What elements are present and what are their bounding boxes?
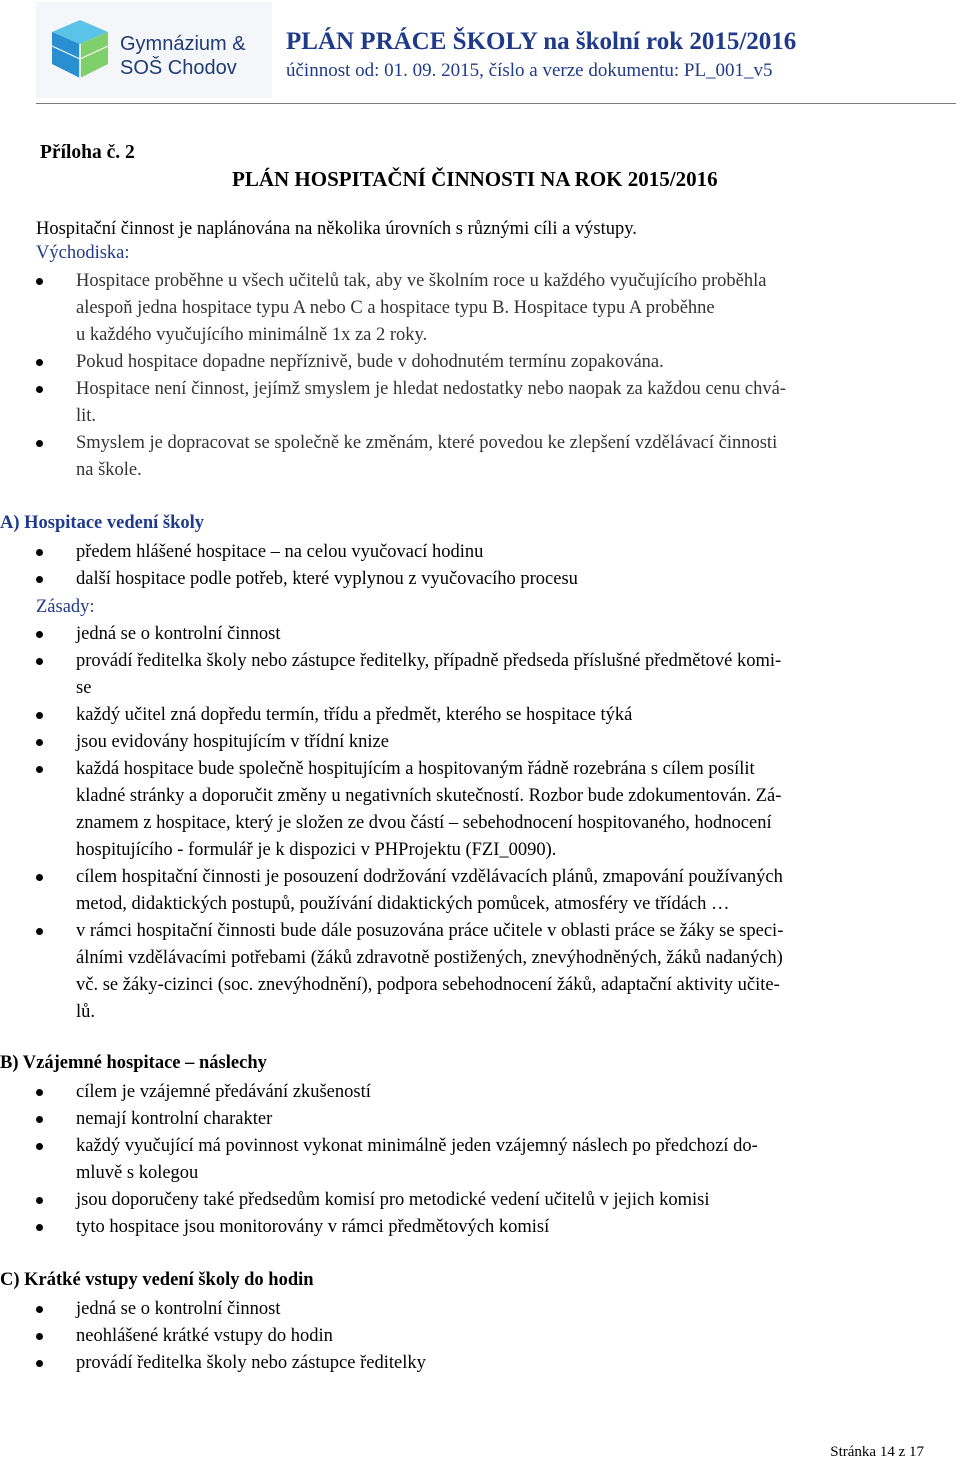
vychodiska-list — [36, 268, 956, 484]
list-item — [36, 539, 956, 566]
list-item-line: jsou doporučeny také předsedům komisí pro metodické vedení učitelů v jejich komisi — [76, 1190, 710, 1210]
list-item-line: alespoň jedna hospitace typu A nebo C a hospitace typu B. Hospitace typu A proběhne — [76, 298, 715, 318]
section-c-heading: C) Krátké vstupy vedení školy do hodin — [0, 1270, 314, 1290]
list-item-line: tyto hospitace jsou monitorovány v rámci předmětových komisí — [76, 1217, 550, 1237]
list-item-line: neohlášené krátké vstupy do hodin — [76, 1326, 333, 1346]
list-item-line: jsou evidovány hospitujícím v třídní knize — [76, 732, 389, 752]
list-item-line: jedná se o kontrolní činnost — [76, 624, 281, 644]
list-item-line: na škole. — [76, 460, 142, 480]
header-divider — [36, 103, 956, 104]
list-item — [36, 566, 956, 593]
list-item-line: každý vyučující má povinnost vykonat minimálně jeden vzájemný náslech po předchozí do- — [76, 1136, 758, 1156]
list-item-line: metod, didaktických postupů, používání didaktických pomůcek, atmosféry ve třídách … — [76, 894, 730, 914]
list-item — [36, 1296, 956, 1323]
list-item-line: provádí ředitelka školy nebo zástupce ředitelky, případně předseda příslušné předmětové komi- — [76, 651, 782, 671]
list-item — [36, 621, 956, 648]
list-item-line: v rámci hospitační činnosti bude dále posuzována práce učitele v oblasti práce se žáky se speci- — [76, 921, 784, 941]
list-item-line: lit. — [76, 406, 97, 426]
list-item — [36, 1323, 956, 1350]
document-title: PLÁN HOSPITAČNÍ ČINNOSTI NA ROK 2015/2016 — [232, 167, 718, 191]
vychodiska-heading: Východiska: — [36, 243, 130, 263]
list-item-line: cílem hospitační činnosti je posouzení dodržování vzdělávacích plánů, zmapování používaných — [76, 867, 783, 887]
list-item — [36, 1350, 956, 1377]
list-item — [36, 864, 956, 918]
list-item-line: u každého vyučujícího minimálně 1x za 2 roky. — [76, 325, 428, 345]
section-c-list — [36, 1296, 956, 1377]
list-item-line: každá hospitace bude společně hospitujícím a hospitovaným řádně rozebrána s cílem posílit — [76, 759, 755, 779]
list-item-line: mluvě s kolegou — [76, 1163, 199, 1183]
list-item-line: jedná se o kontrolní činnost — [76, 1299, 281, 1319]
list-item — [36, 702, 956, 729]
section-a-heading-text: A) Hospitace vedení školy — [0, 513, 205, 533]
list-item-line: další hospitace podle potřeb, které vyplynou z vyučovacího procesu — [76, 569, 578, 589]
list-item — [36, 1133, 956, 1187]
list-item-line: znamem z hospitace, který je složen ze dvou částí – sebehodnocení hospitovaného, hodnocení — [76, 813, 772, 833]
list-item-line: vč. se žáky-cizinci (soc. znevýhodnění), podpora sebehodnocení žáků, adaptační aktivity učite- — [76, 975, 780, 995]
list-item-line: hospitujícího - formulář je k dispozici v PHProjektu (FZI_0090). — [76, 840, 557, 860]
list-item — [36, 376, 956, 430]
list-item-line: cílem je vzájemné předávání zkušeností — [76, 1082, 371, 1102]
list-item-line: lů. — [76, 1002, 96, 1022]
section-b-list — [36, 1079, 956, 1241]
list-item — [36, 1214, 956, 1241]
list-item-line: provádí ředitelka školy nebo zástupce ředitelky — [76, 1353, 426, 1373]
list-item — [36, 756, 956, 864]
list-item — [36, 1187, 956, 1214]
list-item — [36, 349, 956, 376]
list-item-line: Pokud hospitace dopadne nepříznivě, bude v dohodnutém termínu zopakována. — [76, 352, 664, 372]
logo-line2: SOŠ Chodov — [120, 57, 237, 79]
zasady-list — [36, 621, 956, 1026]
list-item-line: Hospitace proběhne u všech učitelů tak, aby ve školním roce u každého vyučujícího proběhla — [76, 271, 767, 291]
zasady-heading: Zásady: — [36, 597, 95, 617]
header-title: PLÁN PRÁCE ŠKOLY na školní rok 2015/2016 — [286, 28, 797, 55]
school-logo — [36, 2, 272, 98]
list-item — [36, 648, 956, 702]
list-item — [36, 918, 956, 1026]
section-a-heading — [0, 513, 204, 534]
section-b-heading: B) Vzájemné hospitace – náslechy — [0, 1053, 267, 1073]
list-item-line: kladné stránky a doporučit změny u negativních skutečností. Rozbor bude zdokumentován. Zá- — [76, 786, 782, 806]
logo-line1: Gymnázium & — [120, 33, 246, 55]
list-item — [36, 430, 956, 484]
section-a-list — [36, 539, 956, 593]
list-item-line: předem hlášené hospitace – na celou vyučovací hodinu — [76, 542, 484, 562]
list-item — [36, 1079, 956, 1106]
list-item-line: Smyslem je dopracovat se společně ke změnám, které povedou ke zlepšení vzdělávací činnosti — [76, 433, 778, 453]
list-item — [36, 268, 956, 349]
list-item — [36, 1106, 956, 1133]
list-item-line: nemají kontrolní charakter — [76, 1109, 273, 1129]
list-item — [36, 729, 956, 756]
header-subtitle: účinnost od: 01. 09. 2015, číslo a verze dokumentu: PL_001_v5 — [286, 60, 773, 81]
page-number: Stránka 14 z 17 — [830, 1444, 924, 1460]
list-item-line: se — [76, 678, 92, 698]
list-item-line: álními vzdělávacími potřebami (žáků zdravotně postižených, znevýhodněných, žáků nadaných) — [76, 948, 783, 968]
list-item-line: Hospitace není činnost, jejímž smyslem je hledat nedostatky nebo naopak za každou cenu chvá- — [76, 379, 786, 399]
intro-text: Hospitační činnost je naplánována na několika úrovních s různými cíli a výstupy. — [36, 219, 637, 239]
list-item-line: každý učitel zná dopředu termín, třídu a předmět, kterého se hospitace týká — [76, 705, 633, 725]
attachment-label: Příloha č. 2 — [40, 142, 135, 163]
